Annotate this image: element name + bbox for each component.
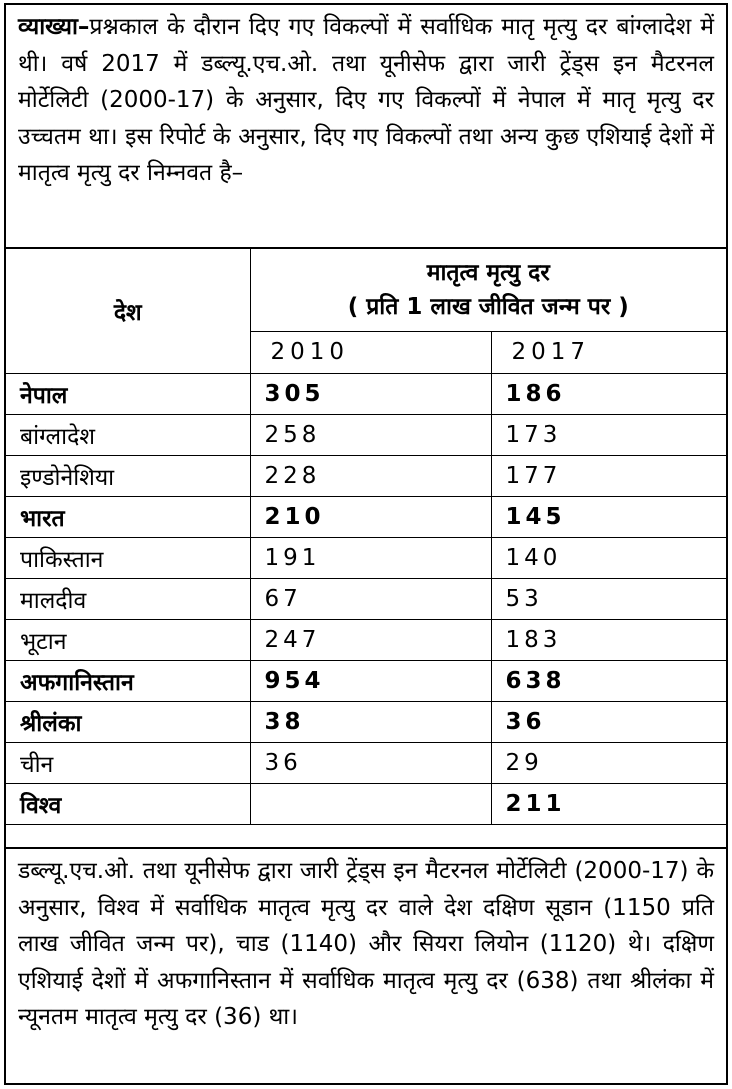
value-2010-cell (250, 783, 491, 824)
value-2017-cell: 173 (491, 414, 726, 455)
intro-text: प्रश्नकाल के दौरान दिए गए विकल्पों में सर्वाधिक मातृ मृत्यु दर बांग्लादेश में थी। वर्ष 2017 में डब्ल्यू.एच.ओ. तथा यूनीसेफ द्वारा जारी ट्रेंड्स इन मैटरनल मोर्टेलिटी (2000-17) के अनुसार, दिए गए विकल्पों में नेपाल में मातृ मृत्यु दर उच्चतम था। इस रिपोर्ट के अनुसार, दिए गए विकल्पों तथा अन्य कुछ एशियाई देशों में मातृत्व मृत्यु दर निम्नवत है– (18, 14, 714, 186)
table-row (6, 537, 726, 578)
rate-column-header (250, 249, 726, 331)
table-row (6, 742, 726, 783)
table-header-row (6, 249, 726, 331)
value-2010-cell: 67 (250, 578, 491, 619)
year-2010-header: 2010 (250, 331, 491, 373)
value-2010-cell: 191 (250, 537, 491, 578)
value-2010-cell: 38 (250, 701, 491, 742)
table-row (6, 455, 726, 496)
table-row (6, 373, 726, 414)
country-column-header: देश (6, 249, 250, 373)
value-2017-cell: 186 (491, 373, 726, 414)
value-2010-cell: 247 (250, 619, 491, 660)
value-2017-cell: 29 (491, 742, 726, 783)
value-2017-cell: 183 (491, 619, 726, 660)
value-2010-cell: 210 (250, 496, 491, 537)
rate-header-line2: ( प्रति 1 लाख जीवित जन्म पर ) (347, 293, 629, 320)
value-2010-cell: 258 (250, 414, 491, 455)
country-cell: चीन (6, 742, 250, 783)
value-2017-cell: 145 (491, 496, 726, 537)
value-2017-cell: 177 (491, 455, 726, 496)
value-2010-cell: 305 (250, 373, 491, 414)
value-2010-cell: 228 (250, 455, 491, 496)
intro-paragraph (6, 5, 726, 249)
value-2017-cell: 36 (491, 701, 726, 742)
value-2017-cell: 638 (491, 660, 726, 701)
country-cell: भूटान (6, 619, 250, 660)
value-2017-cell: 211 (491, 783, 726, 824)
value-2010-cell: 954 (250, 660, 491, 701)
country-cell: बांग्लादेश (6, 414, 250, 455)
rate-header-line1: मातृत्व मृत्यु दर (426, 259, 550, 286)
country-cell: अफगानिस्तान (6, 660, 250, 701)
country-cell: नेपाल (6, 373, 250, 414)
table-row (6, 578, 726, 619)
table-row (6, 660, 726, 701)
table-row (6, 701, 726, 742)
table-row (6, 496, 726, 537)
year-2017-header: 2017 (491, 331, 726, 373)
country-cell: मालदीव (6, 578, 250, 619)
explanation-label: व्याख्या– (18, 14, 90, 40)
value-2010-cell: 36 (250, 742, 491, 783)
country-cell: पाकिस्तान (6, 537, 250, 578)
footer-paragraph (6, 847, 726, 1083)
explanation-document (4, 3, 728, 1085)
country-cell: इण्डोनेशिया (6, 455, 250, 496)
value-2017-cell: 140 (491, 537, 726, 578)
maternal-mortality-table (6, 249, 726, 825)
country-cell: भारत (6, 496, 250, 537)
table-row (6, 414, 726, 455)
country-cell: विश्व (6, 783, 250, 824)
footer-text: डब्ल्यू.एच.ओ. तथा यूनीसेफ द्वारा जारी ट्रेंड्स इन मैटरनल मोर्टेलिटी (2000-17) के अनुसार, विश्व में सर्वाधिक मातृत्व मृत्यु दर वाले देश दक्षिण सूडान (1150 प्रति लाख जीवित जन्म पर), चाड (1140) और सियरा लियोन (1120) थे। दक्षिण एशियाई देशों में अफगानिस्तान में सर्वाधिक मातृत्व मृत्यु दर (638) तथा श्रीलंका में न्यूनतम मातृत्व मृत्यु दर (36) था। (18, 858, 715, 1030)
table-row (6, 783, 726, 824)
country-cell: श्रीलंका (6, 701, 250, 742)
table-row (6, 619, 726, 660)
value-2017-cell: 53 (491, 578, 726, 619)
